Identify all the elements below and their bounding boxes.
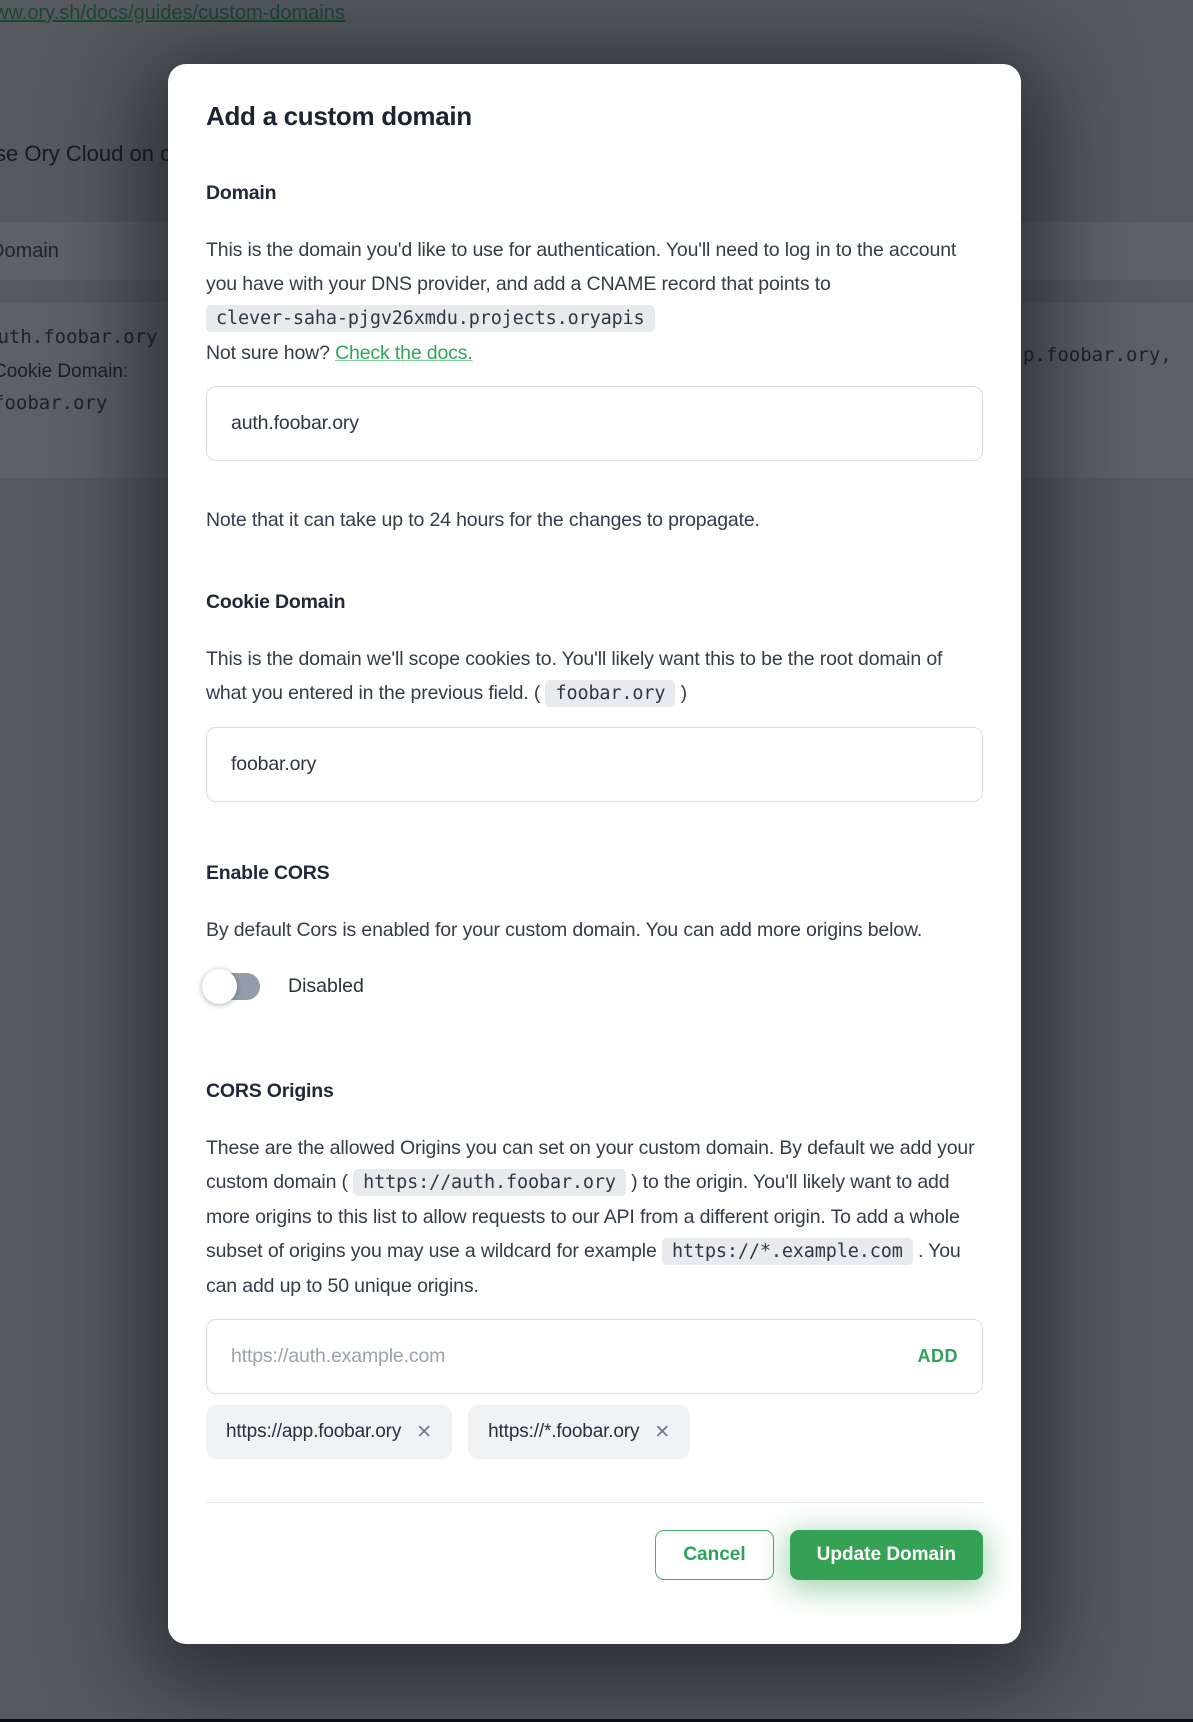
text-run: ) to the origin. You'll likely want to add more origins to this list to allow requests to our API from a different origin. To add a whole subset of origins you may use a wildcard for example: [206, 1171, 960, 1262]
dialog-footer: [206, 1530, 983, 1580]
text-run: These are the allowed Origins you can set on your custom domain. By default we add your custom domain (: [206, 1137, 975, 1193]
domain-input-wrapper: [206, 386, 983, 461]
close-icon: ✕: [654, 1421, 671, 1443]
text-run: This is the domain you'd like to use for authentication. You'll need to log in to the account you have with your DNS provider, and add a CNAME record that points to: [206, 239, 957, 295]
enable-cors-section-heading: Enable CORS: [206, 862, 330, 884]
domain-section-heading: Domain: [206, 182, 277, 204]
origin-input[interactable]: [231, 1345, 902, 1368]
origin-chip: [468, 1405, 690, 1459]
origin-chip-label: https://*.foobar.ory: [488, 1421, 640, 1442]
dialog-title: Add a custom domain: [206, 101, 472, 131]
toggle-knob: [202, 969, 237, 1004]
origin-input-wrapper: [206, 1319, 983, 1394]
text-run: . You can add up to 50 unique origins.: [206, 1240, 961, 1297]
text-run: ): [675, 682, 687, 704]
origin-chip: [206, 1405, 452, 1459]
cors-origins-section-heading: CORS Origins: [206, 1080, 334, 1102]
cors-toggle-row: [206, 973, 983, 1000]
cookie-domain-input-wrapper: [206, 727, 983, 802]
cancel-button[interactable]: Cancel: [655, 1530, 773, 1580]
cors-origins-description: [206, 1131, 983, 1303]
update-domain-button[interactable]: Update Domain: [790, 1530, 983, 1580]
cookie-domain-input[interactable]: [231, 753, 958, 776]
domain-input[interactable]: [231, 412, 958, 435]
origin-chip-remove-button[interactable]: [416, 1423, 432, 1442]
cookie-domain-section-heading: Cookie Domain: [206, 591, 346, 613]
origin-chip-remove-button[interactable]: [654, 1423, 670, 1442]
inline-code-chip: foobar.ory: [545, 680, 675, 707]
propagation-note: Note that it can take up to 24 hours for the changes to propagate.: [206, 509, 760, 531]
footer-divider: [206, 1502, 983, 1503]
enable-cors-description: [206, 913, 983, 947]
cookie-domain-description: [206, 642, 983, 711]
text-run: By default Cors is enabled for your custom domain. You can add more origins below.: [206, 919, 923, 941]
inline-code-chip: https://*.example.com: [662, 1238, 913, 1265]
check-the-docs-link[interactable]: Check the docs.: [335, 342, 473, 364]
add-origin-button[interactable]: ADD: [917, 1346, 958, 1366]
text-run: This is the domain we'll scope cookies to. You'll likely want this to be the root domain of what you entered in the previous field. (: [206, 648, 943, 704]
inline-code-chip: https://auth.foobar.ory: [353, 1169, 626, 1196]
cors-toggle-state-label: Disabled: [288, 975, 364, 997]
text-run: Not sure how?: [206, 342, 336, 364]
origin-chip-label: https://app.foobar.ory: [226, 1421, 402, 1442]
cors-toggle-switch[interactable]: [206, 973, 260, 1000]
origin-chips-row: [206, 1405, 983, 1459]
close-icon: ✕: [416, 1421, 433, 1443]
add-custom-domain-dialog: [168, 64, 1021, 1644]
inline-code-chip: clever-saha-pjgv26xmdu.projects.oryapis: [206, 305, 655, 332]
domain-description: [206, 233, 983, 370]
